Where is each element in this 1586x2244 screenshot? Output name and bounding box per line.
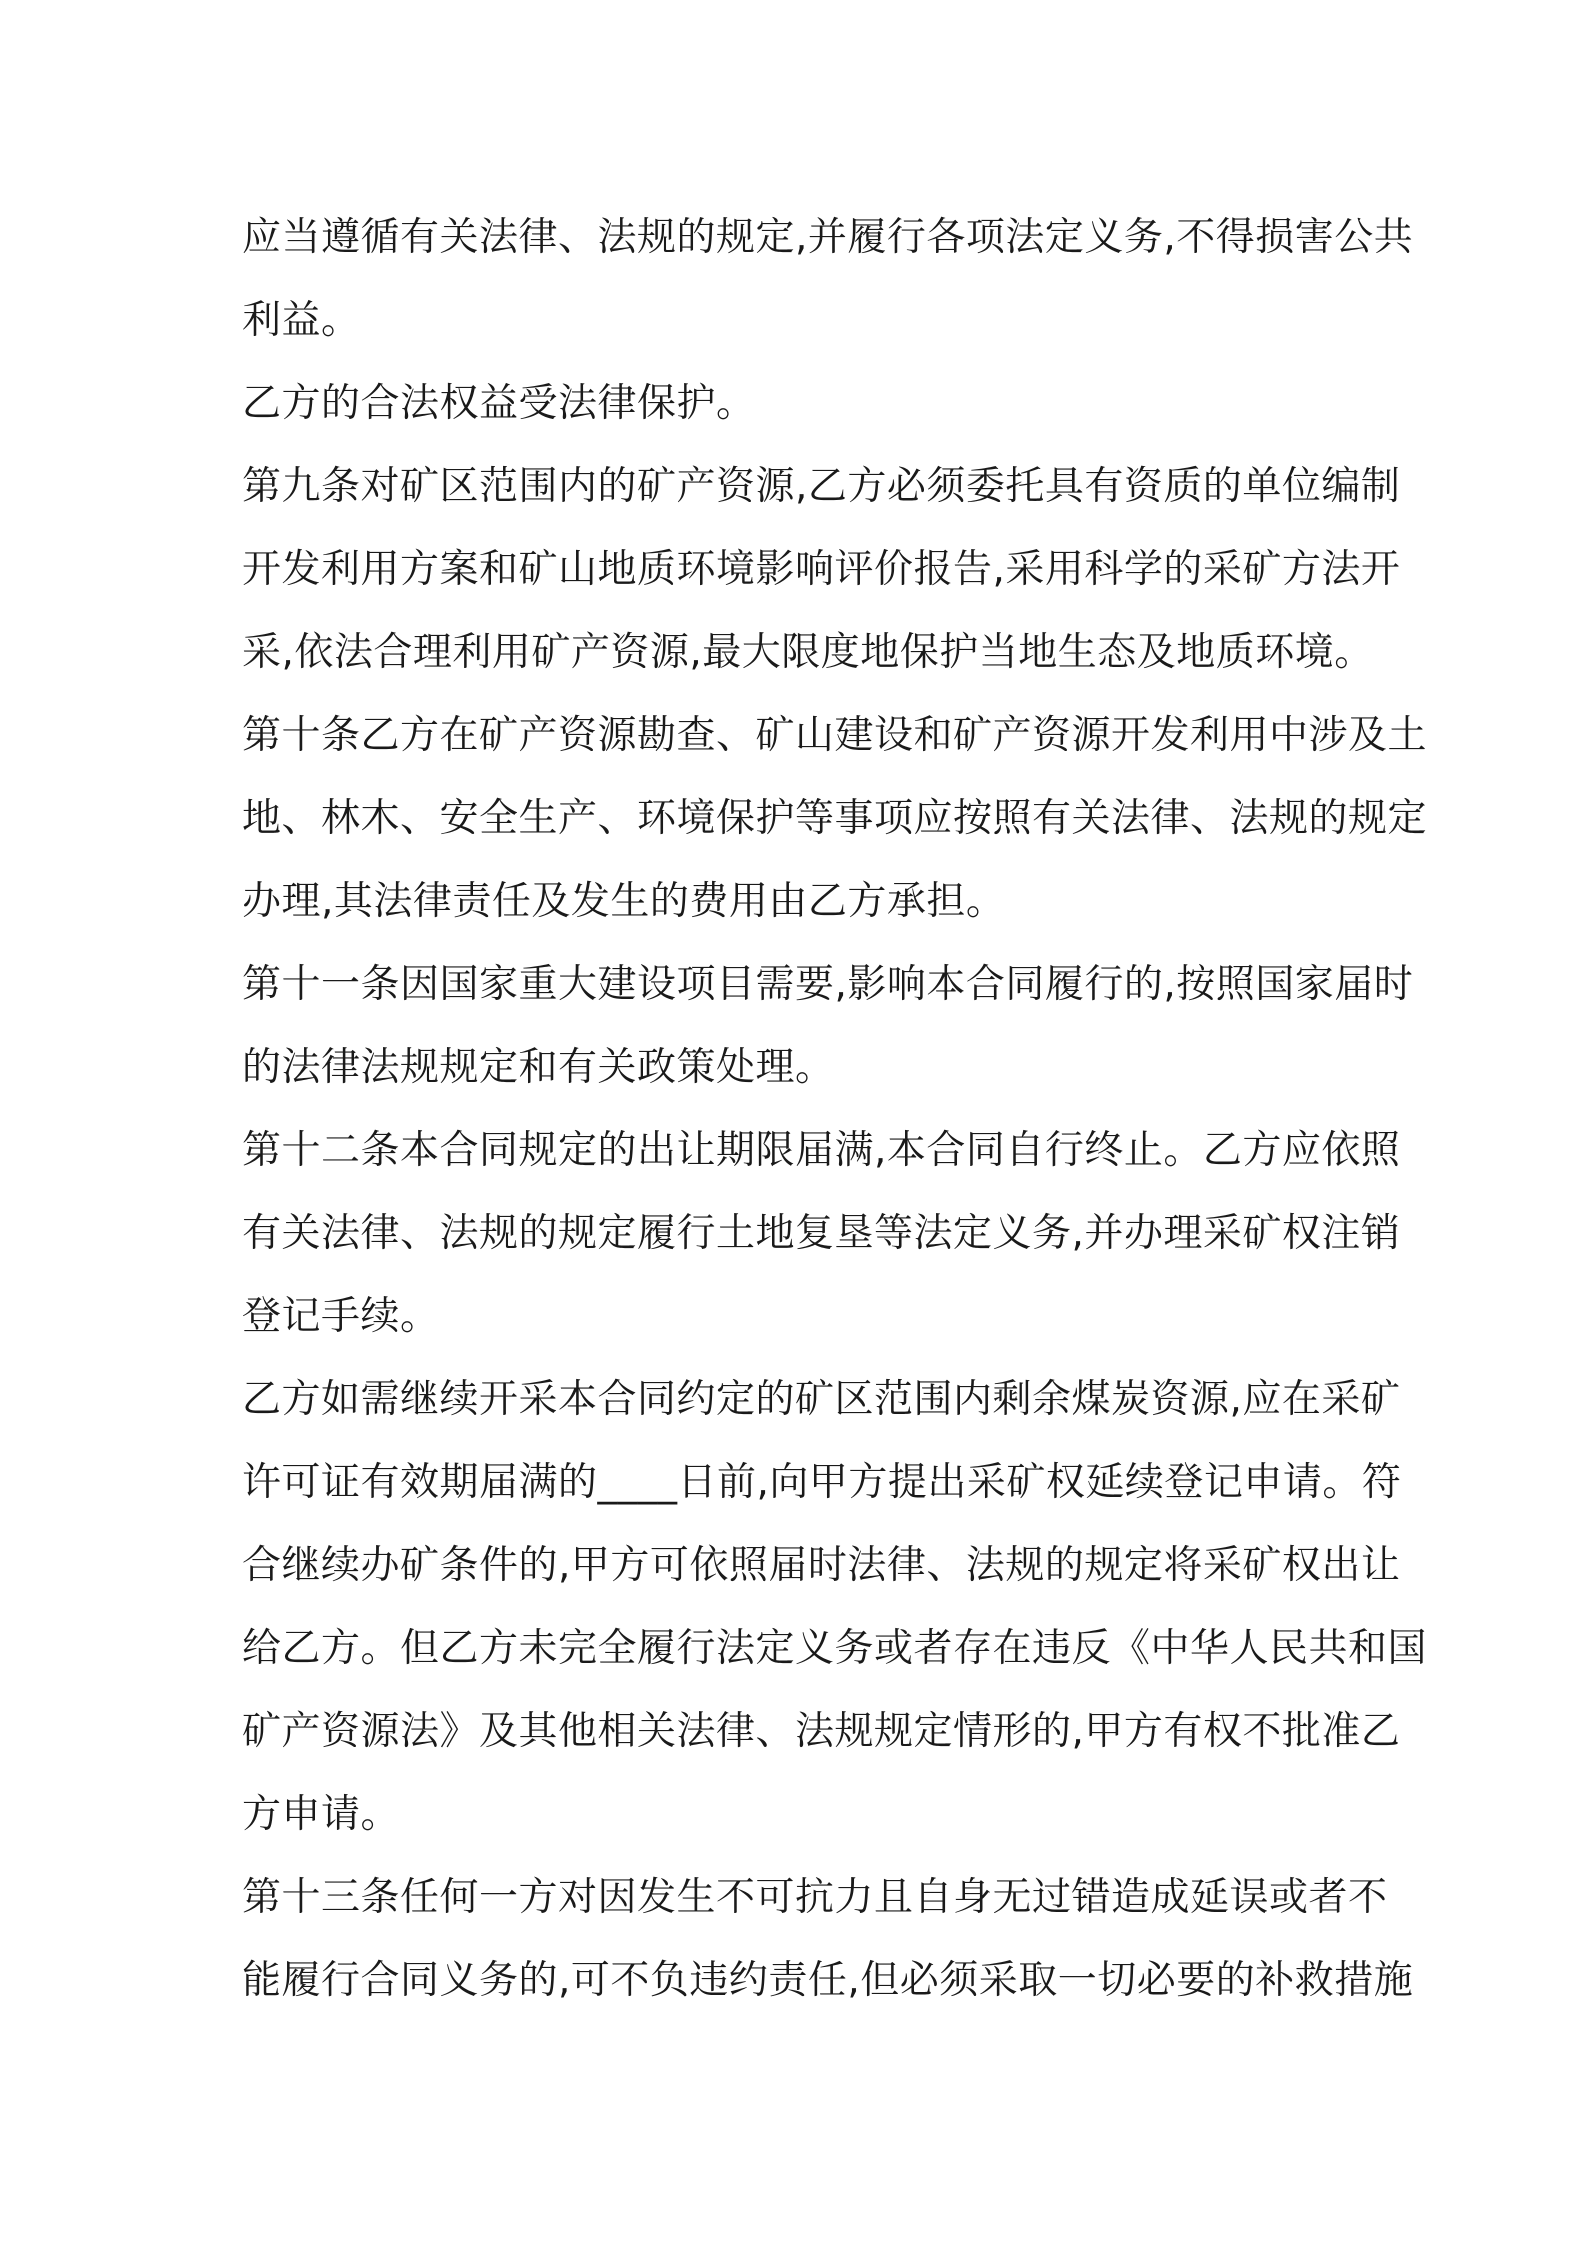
text-line: 合继续办矿条件的,甲方可依照届时法律、法规的规定将采矿权出让 bbox=[242, 1543, 1401, 1588]
text-line: 有关法律、法规的规定履行土地复垦等法定义务,并办理采矿权注销 bbox=[242, 1211, 1401, 1256]
text-line: 利益。 bbox=[242, 298, 361, 343]
text-line: 第九条对矿区范围内的矿产资源,乙方必须委托具有资质的单位编制 bbox=[242, 464, 1401, 509]
text-line: 许可证有效期届满的____日前,向甲方提出采矿权延续登记申请。符 bbox=[242, 1460, 1402, 1505]
text-line: 给乙方。但乙方未完全履行法定义务或者存在违反《中华人民共和国 bbox=[242, 1626, 1428, 1671]
text-line: 第十三条任何一方对因发生不可抗力且自身无过错造成延误或者不 bbox=[242, 1875, 1388, 1920]
text-line: 乙方如需继续开采本合同约定的矿区范围内剩余煤炭资源,应在采矿 bbox=[242, 1377, 1401, 1422]
text-line: 采,依法合理利用矿产资源,最大限度地保护当地生态及地质环境。 bbox=[242, 630, 1374, 675]
text-line: 登记手续。 bbox=[242, 1294, 440, 1339]
text-line: 乙方的合法权益受法律保护。 bbox=[242, 381, 756, 426]
text-line: 能履行合同义务的,可不负违约责任,但必须采取一切必要的补救措施 bbox=[242, 1958, 1414, 2003]
text-line: 应当遵循有关法律、法规的规定,并履行各项法定义务,不得损害公共 bbox=[242, 215, 1414, 260]
text-line: 的法律法规规定和有关政策处理。 bbox=[242, 1045, 835, 1090]
text-line: 第十一条因国家重大建设项目需要,影响本合同履行的,按照国家届时 bbox=[242, 962, 1414, 1007]
text-line: 矿产资源法》及其他相关法律、法规规定情形的,甲方有权不批准乙 bbox=[242, 1709, 1401, 1754]
text-line: 地、林木、安全生产、环境保护等事项应按照有关法律、法规的规定 bbox=[242, 796, 1428, 841]
document-body bbox=[242, 196, 1428, 2022]
text-line: 方申请。 bbox=[242, 1792, 401, 1837]
text-line: 开发利用方案和矿山地质环境影响评价报告,采用科学的采矿方法开 bbox=[242, 547, 1401, 592]
text-line: 第十条乙方在矿产资源勘查、矿山建设和矿产资源开发利用中涉及土 bbox=[242, 713, 1428, 758]
text-line: 第十二条本合同规定的出让期限届满,本合同自行终止。乙方应依照 bbox=[242, 1128, 1401, 1173]
text-line: 办理,其法律责任及发生的费用由乙方承担。 bbox=[242, 879, 1006, 924]
